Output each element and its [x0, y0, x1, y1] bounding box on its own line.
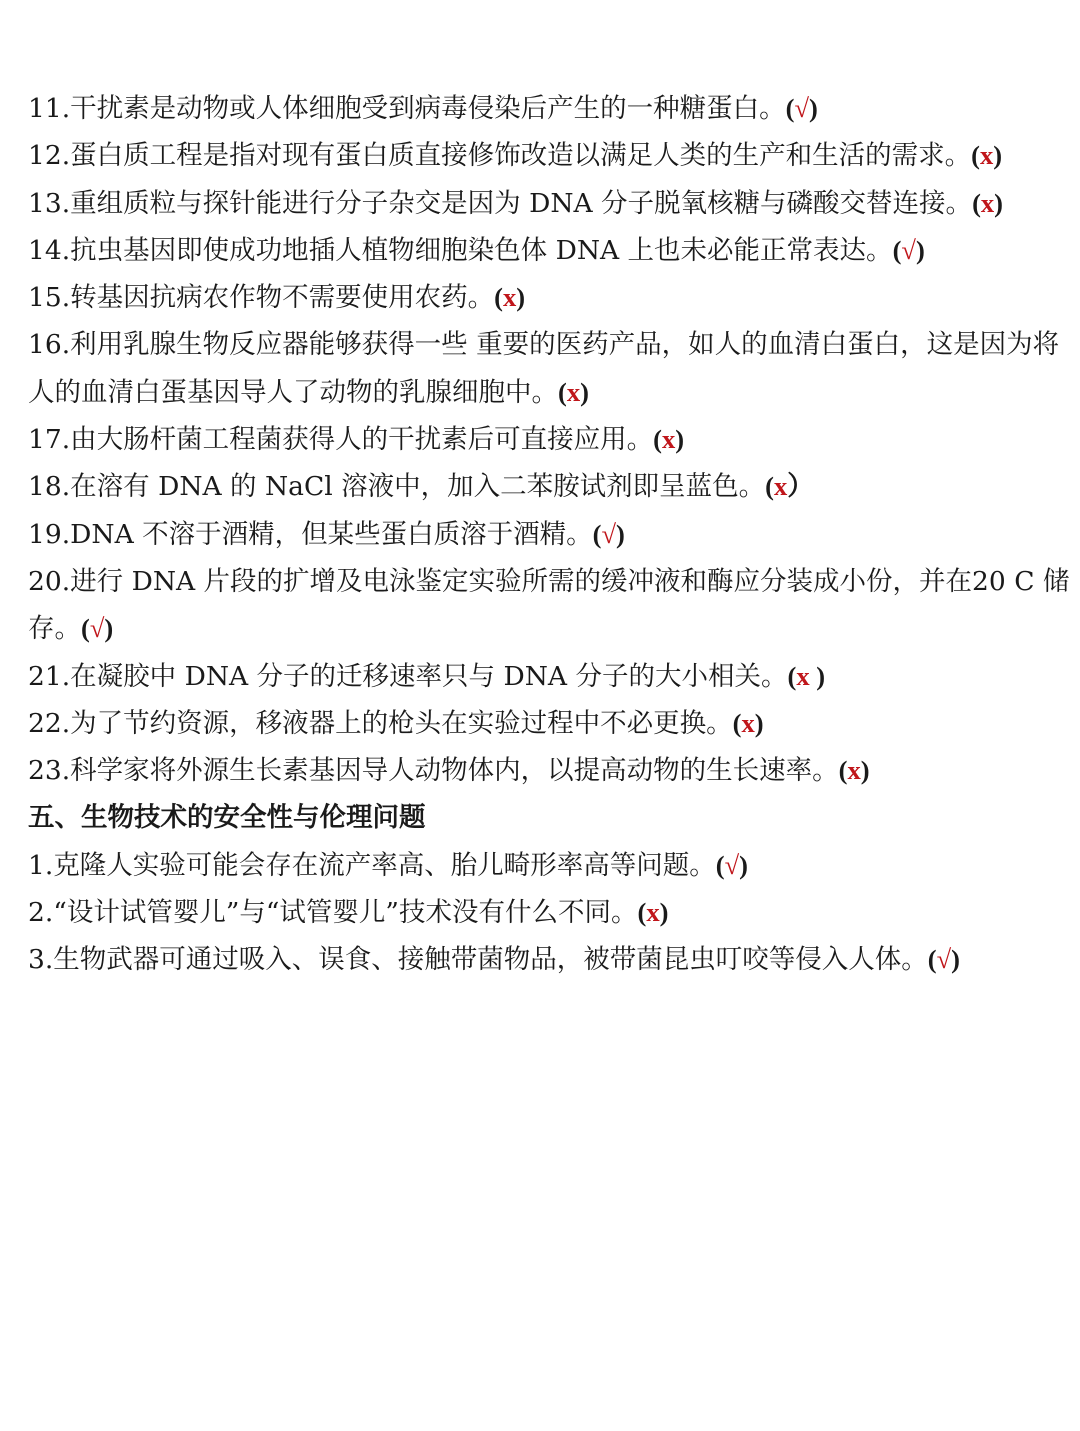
- item-text: 3.生物武器可通过吸入、误食、接触带菌物品，被带菌昆虫叮咬等侵入人体。: [28, 944, 928, 976]
- answer-mark: (x）: [765, 471, 814, 502]
- item-text: 18.在溶有 DNA 的 NaCl 溶液中，加入二苯胺试剂即呈蓝色。: [28, 471, 766, 503]
- answer-mark: (x): [838, 755, 870, 786]
- answer-mark: (x): [732, 707, 764, 738]
- item-text: 15.转基因抗病农作物不需要使用农药。: [28, 282, 495, 314]
- list-item-15: [28, 274, 1072, 321]
- answer-mark: (√): [81, 613, 114, 644]
- item-text: 13.重组质粒与探针能进行分子杂交是因为 DNA 分子脱氧核糖与磷酸交替连接。: [28, 187, 973, 219]
- section-heading: 五、生物技术的安全性与伦理问题: [28, 802, 426, 834]
- list-item-s5-3: [28, 936, 1072, 983]
- list-item-s5-1: [28, 842, 1072, 889]
- list-item-11: [28, 85, 1072, 132]
- item-text: 1.克隆人实验可能会存在流产率高、胎儿畸形率高等问题。: [28, 849, 716, 881]
- item-text: 20.进行 DNA 片段的扩增及电泳鉴定实验所需的缓冲液和酶应分装成小份，并在20 C 储存。: [28, 565, 1070, 645]
- answer-mark: (√): [592, 518, 625, 549]
- answer-mark: (x ): [787, 660, 826, 691]
- answer-mark: (x): [558, 376, 589, 407]
- answer-mark: (√): [927, 944, 960, 975]
- list-item-21: [28, 653, 1072, 700]
- answer-mark: (x): [653, 424, 685, 455]
- list-item-20: [28, 558, 1072, 653]
- item-text: 14.抗虫基因即使成功地插人植物细胞染色体 DNA 上也未必能正常表达。: [28, 234, 893, 266]
- list-item-22: [28, 700, 1072, 747]
- item-text: 17.由大肠杆菌工程菌获得人的干扰素后可直接应用。: [28, 424, 654, 456]
- item-text: 12.蛋白质工程是指对现有蛋白质直接修饰改造以满足人类的生产和生活的需求。: [28, 140, 972, 172]
- item-text: 2.“设计试管婴儿”与“试管婴儿”技术没有什么不同。: [28, 897, 638, 929]
- answer-mark: (√): [715, 849, 748, 880]
- list-item-13: [28, 180, 1072, 227]
- list-item-12: [28, 132, 1072, 179]
- item-text: 23.科学家将外源生长素基因导人动物体内，以提高动物的生长速率。: [28, 755, 839, 787]
- list-item-s5-2: [28, 889, 1072, 936]
- item-text: 19.DNA 不溶于酒精，但某些蛋白质溶于酒精。: [28, 518, 593, 550]
- answer-mark: (√): [785, 93, 818, 123]
- list-item-16: [28, 321, 1072, 416]
- list-item-14: [28, 227, 1072, 274]
- item-text: 21.在凝胶中 DNA 分子的迁移速率只与 DNA 分子的大小相关。: [28, 660, 788, 692]
- item-text: 22.为了节约资源，移液器上的枪头在实验过程中不必更换。: [28, 707, 733, 739]
- list-item-19: [28, 511, 1072, 558]
- answer-mark: (x): [971, 140, 1003, 171]
- answer-mark: (x): [972, 187, 1003, 218]
- document-body: [28, 85, 1072, 984]
- list-item-17: [28, 416, 1072, 463]
- answer-mark: (x): [494, 282, 526, 313]
- item-text: 16.利用乳腺生物反应器能够获得一些 重要的医药产品，如人的血清白蛋白，这是因为将人的血清白蛋基因导人了动物的乳腺细胞中。: [28, 329, 1060, 408]
- item-text: 11.干扰素是动物或人体细胞受到病毒侵染后产生的一种糖蛋白。: [28, 93, 786, 124]
- list-item-23: [28, 747, 1072, 794]
- list-item-18: [28, 463, 1072, 510]
- answer-mark: (√): [892, 234, 925, 265]
- answer-mark: (x): [637, 897, 669, 928]
